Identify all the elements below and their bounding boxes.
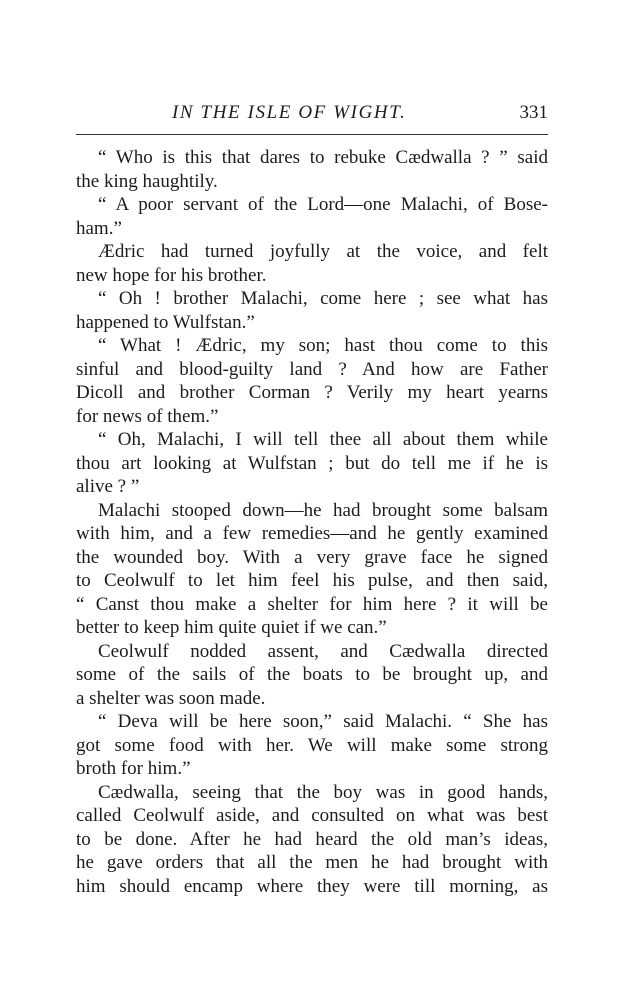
text-line: Malachi stooped down—he had brought some balsam	[98, 499, 548, 521]
text-line: “ Oh ! brother Malachi, come here ; see what has	[98, 288, 548, 309]
text-line: new hope for his brother.	[76, 264, 267, 286]
text-line: a shelter was soon made.	[76, 687, 266, 709]
running-head	[76, 98, 548, 128]
text-line: ham.”	[76, 217, 122, 239]
text-line: some of the sails of the boats to be brought up, and	[76, 664, 548, 685]
text-line: got some food with her. We will make some strong	[76, 734, 548, 756]
text-line: to Ceolwulf to let him feel his pulse, and then said,	[76, 570, 548, 591]
text-line: better to keep him quite quiet if we can.”	[76, 617, 387, 638]
text-line: “ Oh, Malachi, I will tell thee all about them while	[98, 429, 548, 450]
text-line: Cædwalla, seeing that the boy was in good hands,	[98, 781, 548, 803]
text-line: he gave orders that all the men he had brought with	[76, 852, 548, 873]
text-line: sinful and blood-guilty land ? And how are Father	[76, 358, 548, 380]
text-line: “ What ! Ædric, my son; hast thou come to this	[98, 335, 548, 356]
text-line: called Ceolwulf aside, and consulted on what was best	[76, 805, 548, 826]
text-line: with him, and a few remedies—and he gently examined	[76, 523, 548, 544]
text-line: the king haughtily.	[76, 170, 218, 192]
body-text	[76, 146, 548, 898]
text-line: “ A poor servant of the Lord—one Malachi, of Bose-	[98, 194, 548, 215]
text-line: thou art looking at Wulfstan ; but do tell me if he is	[76, 452, 548, 474]
text-line: alive ? ”	[76, 476, 140, 497]
page-number: 331	[519, 102, 548, 123]
header-rule	[76, 134, 548, 135]
text-line: “ Who is this that dares to rebuke Cædwalla ? ” said	[98, 147, 548, 168]
text-line: for news of them.”	[76, 405, 219, 427]
text-line: him should encamp where they were till morning, as	[76, 875, 548, 897]
text-line: the wounded boy. With a very grave face he signed	[76, 546, 548, 568]
text-line: to be done. After he had heard the old man’s ideas,	[76, 828, 548, 850]
text-line: “ Canst thou make a shelter for him here ? it will be	[76, 593, 548, 615]
running-title: IN THE ISLE OF WIGHT.	[172, 102, 407, 123]
text-line: “ Deva will be here soon,” said Malachi. “ She has	[98, 711, 548, 732]
text-line: Dicoll and brother Corman ? Verily my heart yearns	[76, 382, 548, 403]
text-line: broth for him.”	[76, 758, 191, 779]
text-line: happened to Wulfstan.”	[76, 311, 255, 333]
text-line: Ædric had turned joyfully at the voice, and felt	[98, 241, 548, 262]
text-line: Ceolwulf nodded assent, and Cædwalla directed	[98, 640, 548, 662]
